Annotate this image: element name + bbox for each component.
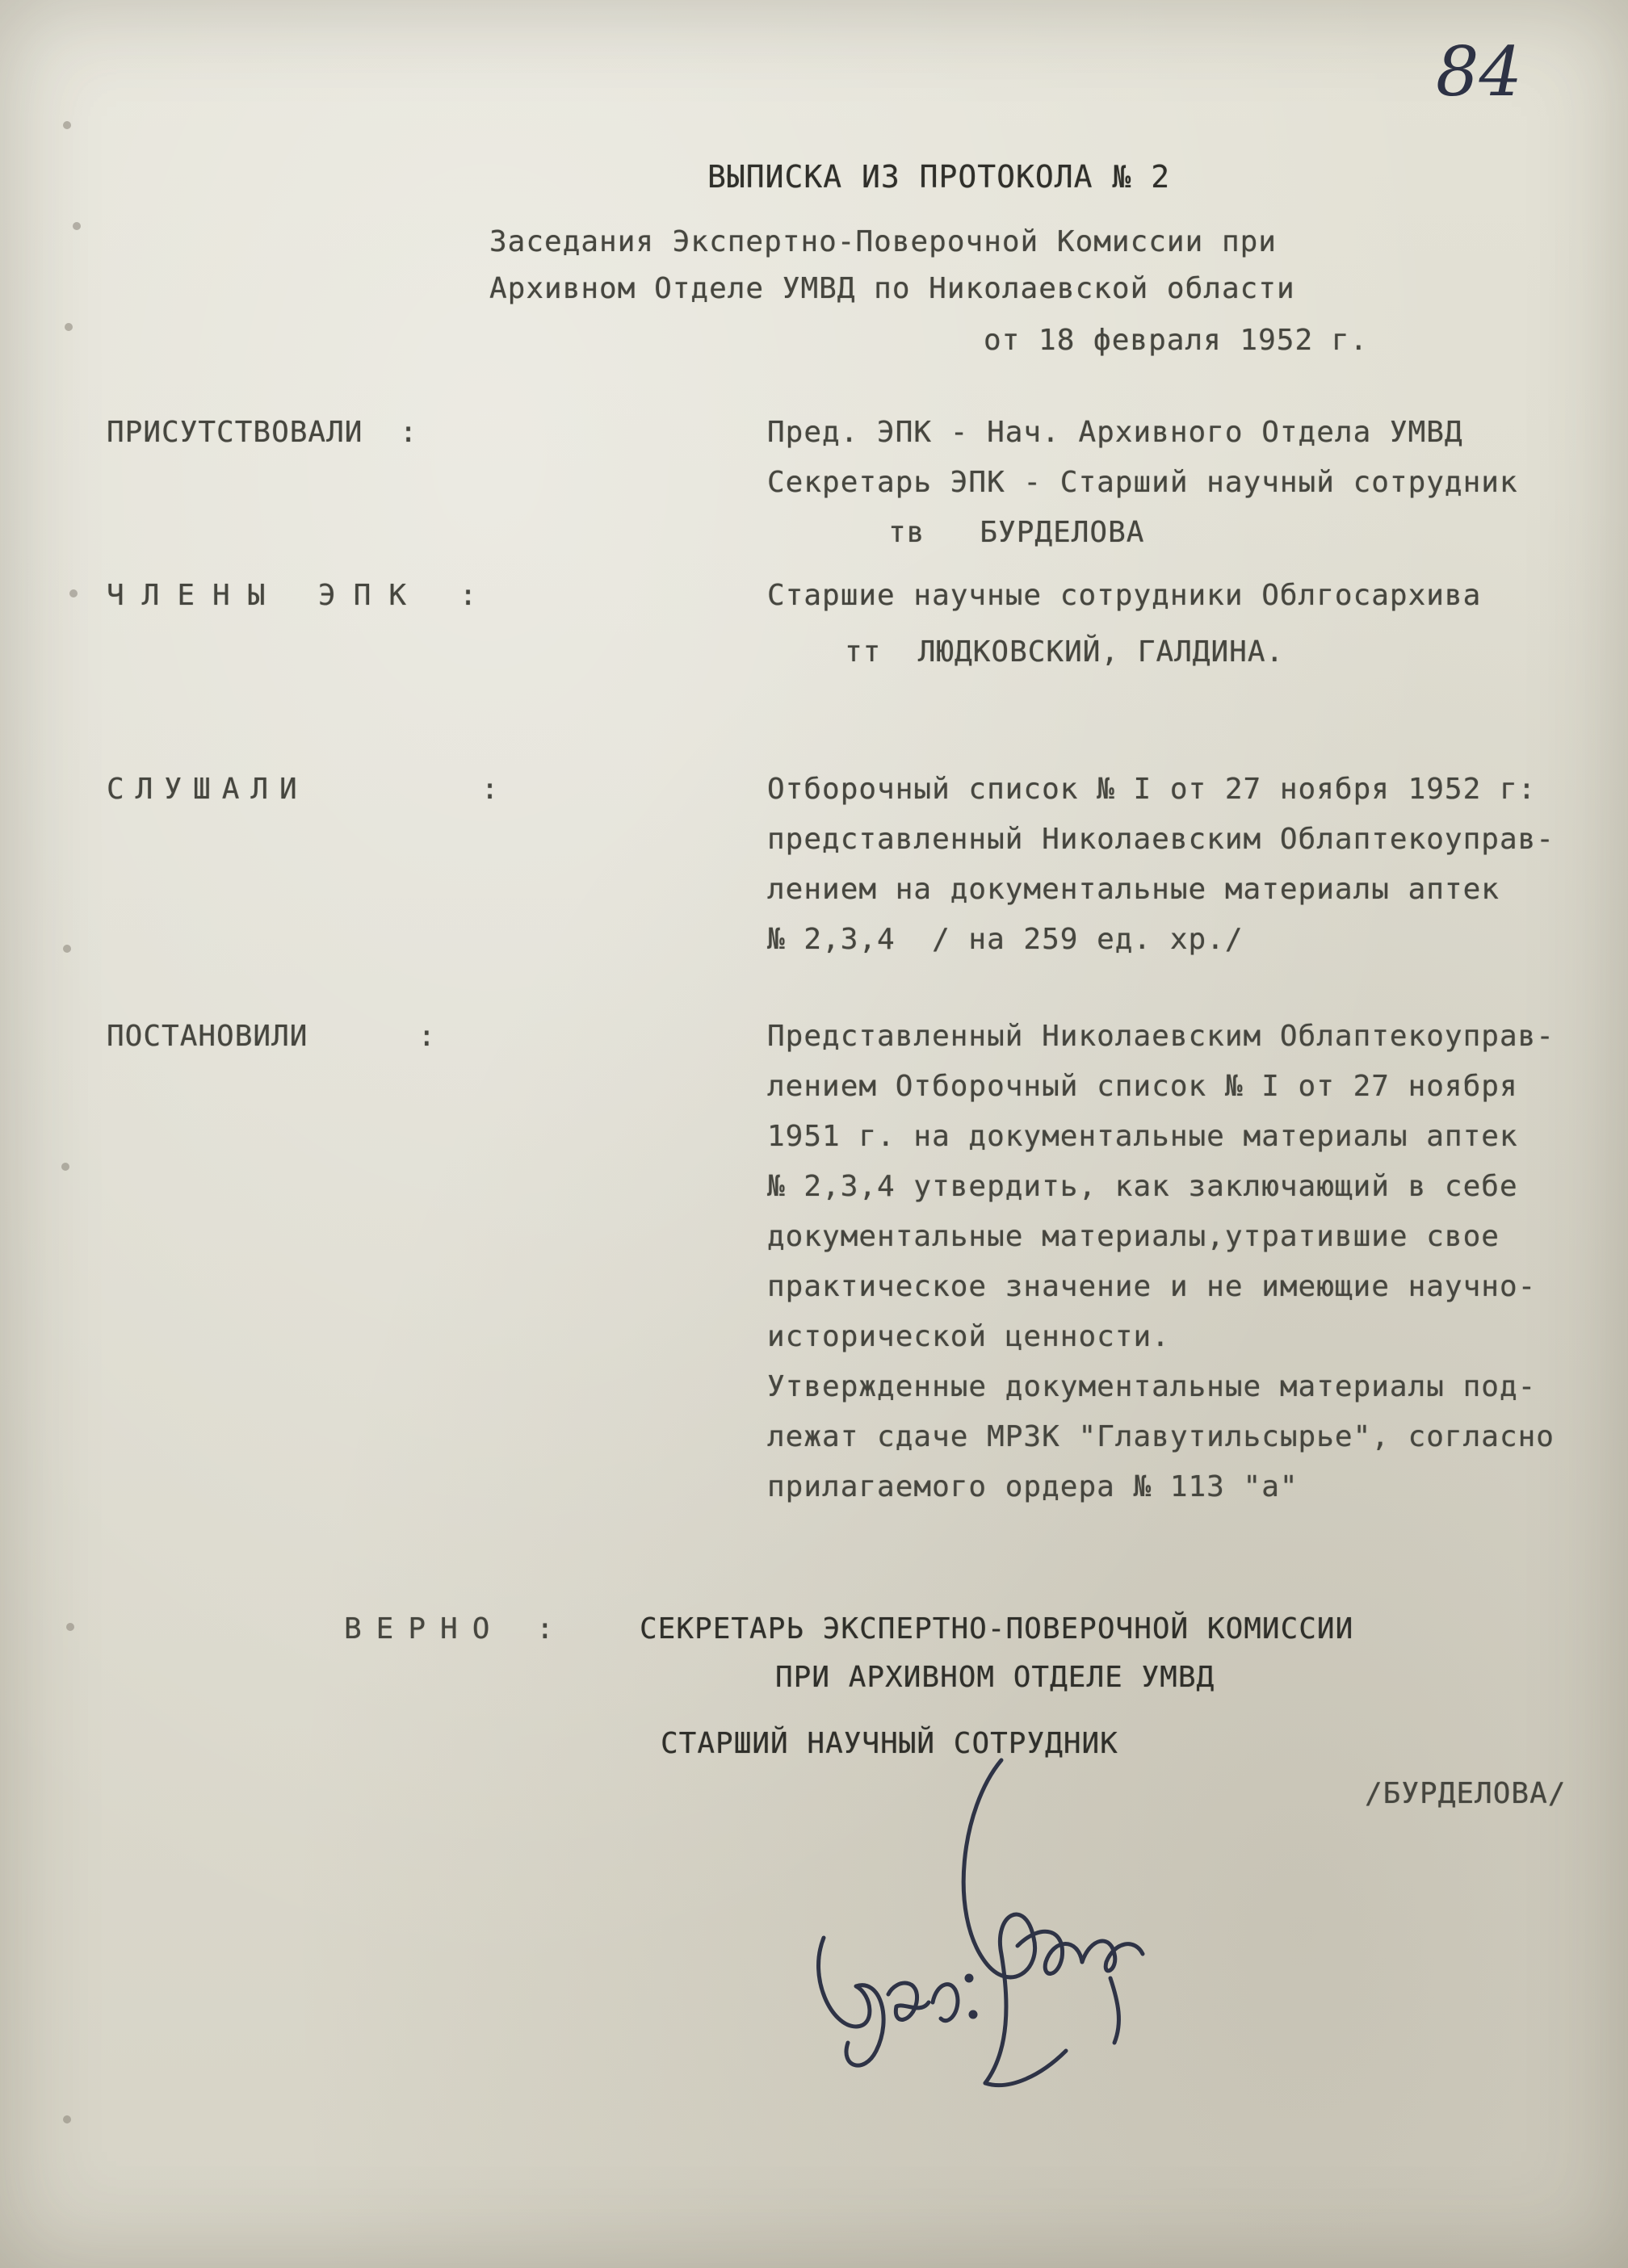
resolved-line-3: 1951 г. на документальные материалы аптек — [767, 1120, 1518, 1153]
header-line-1: Заседания Экспертно-Поверочной Комиссии при — [489, 225, 1277, 258]
punch-hole-mark — [63, 2115, 71, 2123]
punch-hole-mark — [63, 945, 71, 953]
header-date: от 18 февраля 1952 г. — [984, 324, 1369, 357]
punch-hole-mark — [73, 222, 81, 230]
document-title: ВЫПИСКА ИЗ ПРОТОКОЛА № 2 — [707, 159, 1171, 195]
certified-label: ВЕРНО : — [344, 1612, 569, 1645]
handwritten-signature — [799, 1736, 1163, 2107]
certified-name: /БУРДЕЛОВА/ — [1365, 1777, 1567, 1810]
resolved-line-8: Утвержденные документальные материалы под- — [767, 1370, 1537, 1403]
heard-line-1: Отборочный список № I от 27 ноября 1952 г: — [767, 773, 1537, 806]
punch-hole-mark — [65, 323, 73, 331]
members-line-1: Старшие научные сотрудники Облгосархива — [767, 579, 1482, 612]
certified-line-3: СТАРШИЙ НАУЧНЫЙ СОТРУДНИК — [661, 1727, 1118, 1760]
certified-line-2: ПРИ АРХИВНОМ ОТДЕЛЕ УМВД — [775, 1661, 1215, 1694]
heard-line-3: лением на документальные материалы аптек — [767, 873, 1500, 906]
header-line-2: Архивном Отделе УМВД по Николаевской области — [489, 272, 1295, 305]
resolved-line-7: исторической ценности. — [767, 1320, 1170, 1353]
resolved-line-10: прилагаемого ордера № 113 "а" — [767, 1470, 1299, 1503]
members-label: ЧЛЕНЫ ЭПК : — [107, 579, 495, 612]
resolved-line-5: документальные материалы,утратившие свое — [767, 1220, 1500, 1253]
heard-line-4: № 2,3,4 / на 259 ед. хр./ — [767, 923, 1244, 956]
punch-hole-mark — [69, 589, 78, 597]
heard-line-2: представленный Николаевским Облаптекоуправ- — [767, 823, 1555, 856]
present-label: ПРИСУТСТВОВАЛИ : — [107, 416, 418, 449]
resolved-line-4: № 2,3,4 утвердить, как заключающий в себе — [767, 1170, 1518, 1203]
present-line-3: тв БУРДЕЛОВА — [888, 516, 1145, 549]
punch-hole-mark — [61, 1163, 69, 1171]
resolved-line-2: лением Отборочный список № I от 27 ноября — [767, 1070, 1518, 1103]
resolved-label: ПОСТАНОВИЛИ : — [107, 1020, 437, 1053]
present-line-1: Пред. ЭПК - Нач. Архивного Отдела УМВД — [767, 416, 1463, 449]
certified-line-1: СЕКРЕТАРЬ ЭКСПЕРТНО-ПОВЕРОЧНОЙ КОМИССИИ — [640, 1612, 1354, 1645]
page-number-handwritten: 84 — [1436, 32, 1522, 111]
resolved-line-6: практическое значение и не имеющие научно- — [767, 1270, 1537, 1303]
punch-hole-mark — [66, 1623, 74, 1631]
resolved-line-9: лежат сдаче МРЗК "Главутильсырье", согласно — [767, 1420, 1555, 1453]
present-line-2: Секретарь ЭПК - Старший научный сотрудник — [767, 466, 1518, 499]
punch-hole-mark — [63, 121, 71, 129]
resolved-line-1: Представленный Николаевским Облаптекоуправ- — [767, 1020, 1555, 1053]
heard-label: СЛУШАЛИ : — [107, 773, 510, 806]
members-line-2: тт ЛЮДКОВСКИЙ, ГАЛДИНА. — [845, 635, 1285, 669]
